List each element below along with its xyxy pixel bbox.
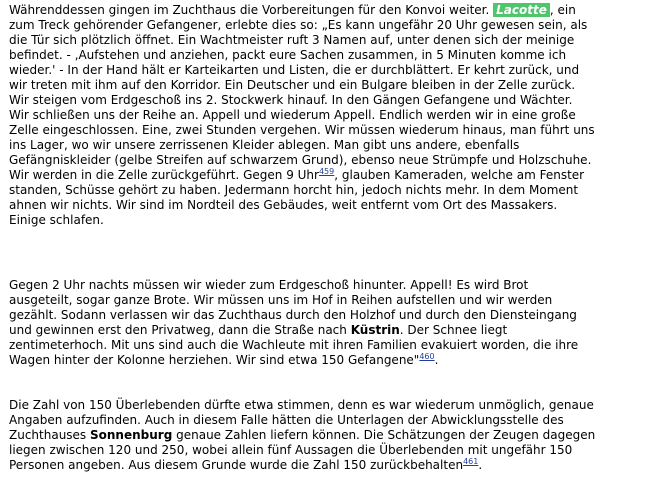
text-run: . Der Schnee liegt [399,323,508,337]
bold-place-name: Sonnenburg [90,428,173,442]
text-run: Zuchthauses [9,428,90,442]
text-line [9,48,566,63]
text-run: Wir werden in die Zelle zurückgeführt. Gegen 9 Uhr [9,168,319,182]
text-run: . [434,353,439,367]
text-run: Gegen 2 Uhr nachts müssen wir wieder zum Erdgeschoß hinunter. Appell! Es wird Brot [9,278,529,292]
text-run: standen, Schüsse gehört zu haben. Jedermann horcht hin, jedoch nichts mehr. In dem Moment [9,183,579,197]
text-run: befindet. - ‚Aufstehen und anziehen, packt eure Sachen zusammen, in 5 Minuten komme ich [9,48,567,62]
text-line [9,278,528,293]
text-line [9,123,595,138]
text-run: ahnen wir nichts. Wir sind im Nordteil des Gebäudes, weit entfernt vom Ort des Massakers. [9,198,558,212]
text-run: Zelle eingeschlossen. Eine, zwei Stunden vergehen. Wir müssen wiederum hinaus, man führt uns [9,123,595,137]
text-run: und gewinnen erst den Privatweg, dann die Straße nach [9,323,351,337]
text-line [9,458,482,473]
text-run: , ein [549,3,576,17]
text-line [9,213,104,228]
text-line [9,443,572,458]
text-line [9,428,595,443]
text-line [9,353,438,368]
footnote-link[interactable]: 461 [463,457,479,466]
text-line [9,33,574,48]
text-run: Wir schließen uns der Reihe an. Appell und wiederum Appell. Endlich werden wir in eine große [9,108,576,122]
text-run: Personen angeben. Aus diesem Grunde wurde die Zahl 150 zurückbehalten [9,458,464,472]
text-run: wieder.' - In der Hand hält er Karteikarten und Listen, die er durchblättert. Er kehrt zurück, und [9,63,580,77]
text-run: gezählt. Sodann verlassen wir das Zuchthaus durch den Holzhof und durch den Diensteingang [9,308,577,322]
text-line [9,18,587,33]
text-run: ins Lager, wo wir unsere zerrissenen Kleider ablegen. Man gibt uns andere, ebenfalls [9,138,520,152]
text-run: Angaben aufzufinden. Auch in diesem Falle hätten die Unterlagen der Abwicklungsstelle des [9,413,564,427]
footnote-link[interactable]: 459 [318,167,335,176]
bold-place-name: Küstrin [350,323,400,337]
text-run: Währenddessen gingen im Zuchthaus die Vorbereitungen für den Konvoi weiter. [9,3,494,17]
text-line [9,398,594,413]
text-run: Die Zahl von 150 Überlebenden dürfte etwa stimmen, denn es war wiederum unmöglich, genaue [9,398,594,412]
text-line [9,78,575,93]
text-run: Wagen hinter der Kolonne herziehen. Wir sind etwa 150 Gefangene" [9,353,420,367]
text-line [9,183,578,198]
text-line [9,198,557,213]
text-line [9,93,572,108]
text-run: . [478,458,483,472]
text-run: zentimeterhoch. Mit uns sind auch die Wachleute mit ihren Familien evakuiert worden, die ihre [9,338,579,352]
text-run: Gefängniskleider (gelbe Streifen auf schwarzem Grund), ebenso neue Strümpfe und Holzschuhe. [9,153,592,167]
text-run: ausgeteilt, sogar ganze Brote. Wir müssen uns im Hof in Reihen aufstellen und wir werden [9,293,553,307]
footnote-link[interactable]: 460 [419,352,435,361]
text-line [9,308,577,323]
text-run: wir treten mit ihm auf den Korridor. Ein Deutscher und ein Bulgare bleiben in der Zelle zurück. [9,78,576,92]
text-run: die Tür sich plötzlich öffnet. Ein Wachtmeister ruft 3 Namen auf, unter denen sich der meinige [9,33,575,47]
text-run: liegen zwischen 120 und 250, wobei allein fünf Aussagen die Überlebenden mit ungefähr 150 [9,443,573,457]
text-line [9,168,584,183]
text-line [9,293,552,308]
text-line [9,63,579,78]
text-line [9,138,519,153]
text-run: Einige schlafen. [9,213,104,227]
text-line [9,338,578,353]
text-line [9,413,564,428]
text-line [9,108,576,123]
text-run: Wir steigen vom Erdgeschoß ins 2. Stockwerk hinauf. In den Gängen Gefangene und Wächter. [9,93,573,107]
highlighted-name: Lacotte [493,3,550,17]
text-line [9,153,591,168]
text-run: , glauben Kameraden, welche am Fenster [334,168,585,182]
text-line [9,323,507,338]
text-line [9,3,576,18]
text-run: zum Treck gehörender Gefangener, erlebte dies so: „Es kann ungefähr 20 Uhr gewesen sein, als [9,18,588,32]
text-run: genaue Zahlen liefern können. Die Schätzungen der Zeugen dagegen [172,428,596,442]
